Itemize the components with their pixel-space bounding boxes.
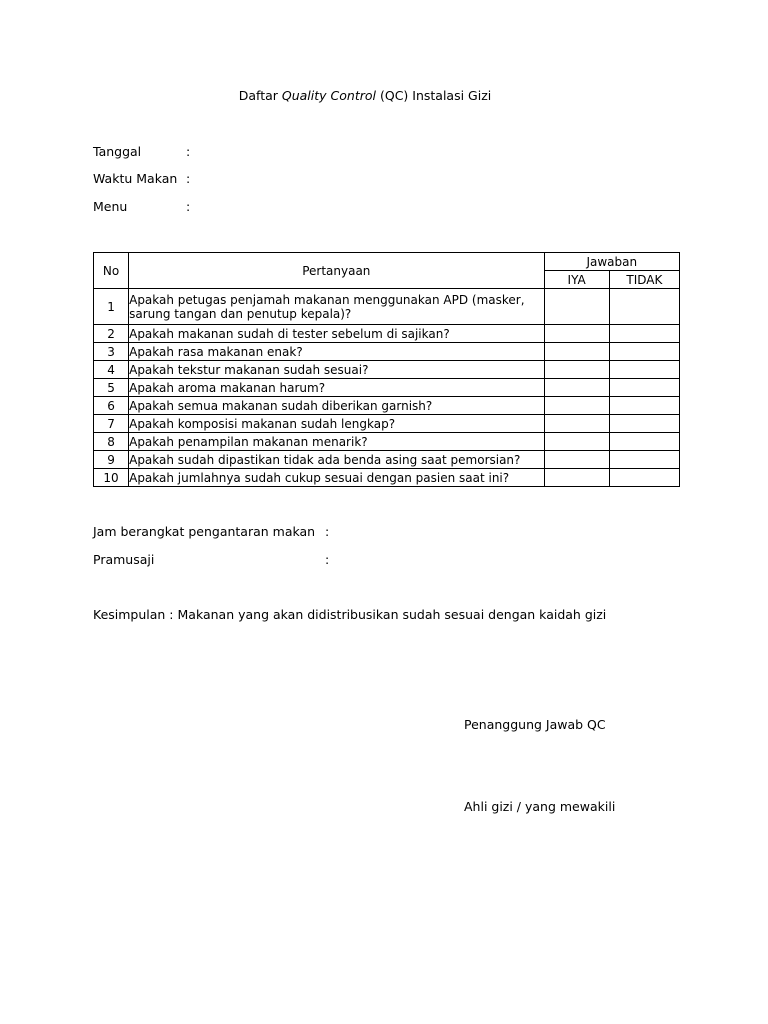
answer-iya-cell[interactable] — [544, 361, 609, 379]
row-number: 9 — [94, 451, 129, 469]
row-question: Apakah komposisi makanan sudah lengkap? — [129, 415, 544, 433]
answer-tidak-cell[interactable] — [609, 343, 679, 361]
answer-tidak-cell[interactable] — [609, 397, 679, 415]
row-question — [129, 289, 544, 325]
header-tidak: TIDAK — [609, 271, 679, 289]
answer-tidak-cell[interactable] — [609, 379, 679, 397]
answer-tidak-cell[interactable] — [609, 325, 679, 343]
pramusaji-label: Pramusaji — [93, 552, 155, 567]
row-question-line: Apakah petugas penjamah makanan menggunakan APD (masker, — [129, 292, 525, 307]
answer-iya-cell[interactable] — [544, 289, 609, 325]
qc-checklist-table — [93, 252, 680, 487]
row-question: Apakah tekstur makanan sudah sesuai? — [129, 361, 544, 379]
table-row — [94, 289, 680, 325]
answer-tidak-cell[interactable] — [609, 415, 679, 433]
row-question: Apakah aroma makanan harum? — [129, 379, 544, 397]
answer-tidak-cell[interactable] — [609, 469, 679, 487]
answer-iya-cell[interactable] — [544, 343, 609, 361]
menu-colon: : — [186, 199, 191, 214]
answer-iya-cell[interactable] — [544, 325, 609, 343]
row-number: 3 — [94, 343, 129, 361]
row-number: 1 — [94, 289, 129, 325]
answer-iya-cell[interactable] — [544, 415, 609, 433]
row-question-line: sarung tangan dan penutup kepala)? — [129, 306, 352, 321]
table-row — [94, 325, 680, 343]
row-question: Apakah rasa makanan enak? — [129, 343, 544, 361]
answer-tidak-cell[interactable] — [609, 451, 679, 469]
row-question: Apakah semua makanan sudah diberikan garnish? — [129, 397, 544, 415]
row-number: 10 — [94, 469, 129, 487]
row-number: 6 — [94, 397, 129, 415]
title-suffix: (QC) Instalasi Gizi — [376, 88, 492, 103]
answer-iya-cell[interactable] — [544, 469, 609, 487]
answer-iya-cell[interactable] — [544, 433, 609, 451]
table-row — [94, 469, 680, 487]
table-row — [94, 433, 680, 451]
title-italic: Quality Control — [281, 88, 376, 103]
document-title — [0, 88, 730, 103]
table-row — [94, 451, 680, 469]
table-row — [94, 343, 680, 361]
jam-berangkat-colon: : — [325, 524, 330, 539]
answer-iya-cell[interactable] — [544, 451, 609, 469]
answer-tidak-cell[interactable] — [609, 361, 679, 379]
row-number: 2 — [94, 325, 129, 343]
tanggal-label: Tanggal — [93, 144, 142, 159]
row-question: Apakah penampilan makanan menarik? — [129, 433, 544, 451]
pramusaji-colon: : — [325, 552, 330, 567]
header-no: No — [94, 253, 129, 289]
penanggung-jawab-label: Penanggung Jawab QC — [464, 717, 606, 732]
row-number: 5 — [94, 379, 129, 397]
waktu-makan-label: Waktu Makan — [93, 171, 178, 186]
answer-iya-cell[interactable] — [544, 397, 609, 415]
jam-berangkat-label: Jam berangkat pengantaran makan — [93, 524, 316, 539]
table-row — [94, 361, 680, 379]
row-question: Apakah jumlahnya sudah cukup sesuai dengan pasien saat ini? — [129, 469, 544, 487]
header-iya: IYA — [544, 271, 609, 289]
waktu-makan-colon: : — [186, 171, 191, 186]
table-row — [94, 397, 680, 415]
menu-label: Menu — [93, 199, 128, 214]
kesimpulan-text: Kesimpulan : Makanan yang akan didistribusikan sudah sesuai dengan kaidah gizi — [93, 607, 607, 622]
ahli-gizi-label: Ahli gizi / yang mewakili — [464, 799, 616, 814]
answer-tidak-cell[interactable] — [609, 433, 679, 451]
header-jawaban: Jawaban — [544, 253, 679, 271]
row-question: Apakah makanan sudah di tester sebelum di sajikan? — [129, 325, 544, 343]
row-number: 4 — [94, 361, 129, 379]
answer-iya-cell[interactable] — [544, 379, 609, 397]
tanggal-colon: : — [186, 144, 191, 159]
table-header-row — [94, 253, 680, 271]
row-question: Apakah sudah dipastikan tidak ada benda asing saat pemorsian? — [129, 451, 544, 469]
row-number: 7 — [94, 415, 129, 433]
row-number: 8 — [94, 433, 129, 451]
table-row — [94, 379, 680, 397]
title-prefix: Daftar — [238, 88, 282, 103]
header-pertanyaan: Pertanyaan — [129, 253, 544, 289]
answer-tidak-cell[interactable] — [609, 289, 679, 325]
table-row — [94, 415, 680, 433]
